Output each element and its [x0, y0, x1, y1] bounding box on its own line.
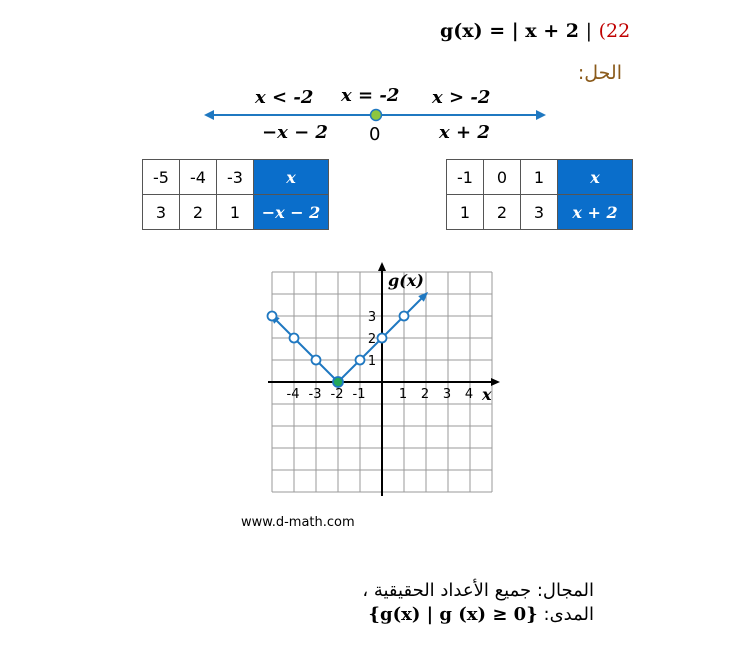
table-header-y: x + 2	[558, 195, 633, 230]
x-tick-label: -1	[352, 387, 366, 402]
table-cell: 1	[447, 195, 484, 230]
x-tick-label: 1	[398, 387, 408, 402]
left-arrow-icon	[204, 110, 214, 120]
table-cell: -5	[143, 160, 180, 195]
y-tick-label: 2	[367, 332, 377, 347]
right-condition: x > -2	[432, 87, 491, 108]
left-condition: x < -2	[255, 87, 314, 108]
table-header-x: x	[558, 160, 633, 195]
table-cell: 2	[484, 195, 521, 230]
x-axis-label: x	[482, 385, 492, 404]
range-value: {g(x) | g (x) ≥ 0}	[368, 604, 538, 625]
table-cell: 1	[217, 195, 254, 230]
function-definition: g(x) = | x + 2	[440, 20, 579, 42]
solution-label: الحل:	[577, 62, 622, 84]
axes	[268, 262, 500, 496]
table-header-x: x	[254, 160, 329, 195]
x-tick-label: 2	[420, 387, 430, 402]
table-row	[143, 195, 329, 230]
table-row	[143, 160, 329, 195]
table-cell: -1	[447, 160, 484, 195]
range-label: المدى:	[543, 604, 594, 625]
table-cell: -3	[217, 160, 254, 195]
y-axis-arrow-icon	[378, 262, 386, 271]
boundary-point	[371, 110, 382, 121]
vertex-point	[333, 377, 343, 387]
y-axis-label: g(x)	[388, 271, 424, 290]
problem-number: (22	[598, 20, 631, 42]
data-point	[400, 312, 409, 321]
y-tick-label: 3	[367, 310, 377, 325]
table-row	[447, 160, 633, 195]
table-cell: 1	[521, 160, 558, 195]
x-tick-label: -2	[330, 387, 344, 402]
x-axis-arrow-icon	[491, 378, 500, 386]
table-header-y: −x − 2	[254, 195, 329, 230]
data-point	[378, 334, 387, 343]
table-cell: 3	[143, 195, 180, 230]
x-tick-label: -3	[308, 387, 322, 402]
domain-answer: المجال: جميع الأعداد الحقيقية ،	[362, 580, 594, 601]
data-point	[290, 334, 299, 343]
x-tick-label: -4	[286, 387, 300, 402]
data-point	[312, 356, 321, 365]
range-answer	[368, 604, 594, 625]
table-cell: 0	[484, 160, 521, 195]
table-cell: -4	[180, 160, 217, 195]
y-tick-label: 1	[367, 354, 377, 369]
table-cell: 3	[521, 195, 558, 230]
function-graph	[240, 262, 510, 532]
x-tick-label: 3	[442, 387, 452, 402]
data-point	[356, 356, 365, 365]
table-row	[447, 195, 633, 230]
data-point	[268, 312, 277, 321]
middle-value: 0	[369, 124, 381, 145]
problem-statement	[440, 20, 630, 42]
right-expression: x + 2	[439, 122, 490, 143]
value-table-right	[446, 159, 633, 230]
right-arrow-icon	[536, 110, 546, 120]
middle-condition: x = -2	[341, 85, 400, 106]
x-tick-label: 4	[464, 387, 474, 402]
separator: |	[585, 20, 592, 42]
table-cell: 2	[180, 195, 217, 230]
watermark: www.d-math.com	[241, 515, 355, 530]
value-table-left	[142, 159, 329, 230]
left-expression: −x − 2	[262, 122, 328, 143]
